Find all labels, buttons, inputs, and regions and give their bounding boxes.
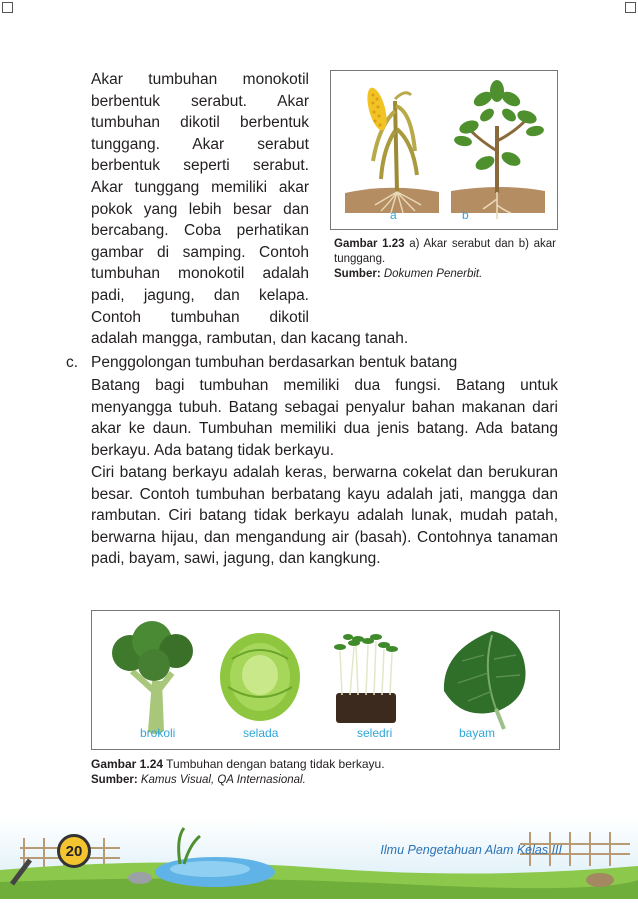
roots-paragraph-line: Akar tunggang memiliki akar bbox=[91, 178, 309, 196]
figure-1-23-caption-title: Gambar 1.23 bbox=[334, 238, 405, 250]
figure-1-23-label-a: a bbox=[390, 208, 397, 222]
roots-paragraph-line: padi, jagung, dan kelapa. bbox=[91, 286, 309, 304]
broccoli-icon bbox=[112, 621, 193, 734]
figure-1-23-source-label: Sumber: bbox=[334, 268, 381, 280]
roots-paragraph-line: pokok yang lebih besar dan bbox=[91, 200, 309, 218]
footer-book-title: Ilmu Pengetahuan Alam Kelas III bbox=[380, 843, 562, 857]
figure-1-23-caption bbox=[334, 237, 556, 266]
roots-paragraph-line: Contoh tumbuhan dikotil bbox=[91, 308, 309, 326]
figure-1-24-label-brokoli: brokoli bbox=[140, 726, 176, 740]
figure-1-23-frame bbox=[330, 70, 558, 230]
footer-decoration bbox=[0, 818, 638, 899]
figure-1-24-label-selada: selada bbox=[243, 726, 279, 740]
figure-1-23-source bbox=[334, 267, 556, 282]
roots-paragraph-line: berbentuk seperti serabut. bbox=[91, 157, 309, 175]
roots-paragraph bbox=[91, 69, 309, 328]
section-c-marker: c. bbox=[66, 354, 79, 371]
roots-paragraph-line: gambar di samping. Contoh bbox=[91, 243, 309, 261]
roots-paragraph-line: Akar tumbuhan monokotil bbox=[91, 71, 309, 88]
figure-1-24-label-seledri: seledri bbox=[357, 726, 393, 740]
crop-mark-top-left bbox=[2, 2, 13, 13]
figure-1-24-source-label: Sumber: bbox=[91, 774, 138, 786]
section-c-paragraph-2: Ciri batang berkayu adalah keras, berwarna cokelat dan berukuran besar. Contoh tumbuhan berbatang kayu adalah jati, mangga dan rambutan. Ciri batang tidak berkayu adalah lunak, mudah patah, berwarna hijau, dan mengandung air (basah). Contohnya tanaman padi, bayam, sawi, jagung, dan kangkung. bbox=[91, 464, 558, 568]
figure-1-24-source bbox=[91, 773, 558, 788]
lettuce-icon bbox=[220, 633, 300, 721]
roots-illustration bbox=[331, 71, 557, 229]
figure-1-24-caption-title: Gambar 1.24 bbox=[91, 757, 164, 771]
roots-paragraph-line: tumbuhan dikotil berbentuk bbox=[91, 114, 309, 132]
roots-paragraph-line: tumbuhan monokotil adalah bbox=[91, 265, 309, 283]
roots-paragraph-line: berbentuk serabut. Akar bbox=[91, 92, 309, 110]
figure-1-23-caption-text: a) Akar serabut dan b) akar tunggang. bbox=[334, 238, 556, 265]
roots-paragraph-last-line: adalah mangga, rambutan, dan kacang tanah. bbox=[91, 330, 409, 347]
roots-paragraph-line: bercabang. Coba perhatikan bbox=[91, 222, 309, 240]
page-number-badge bbox=[57, 834, 91, 868]
figure-1-23-source-text: Dokumen Penerbit. bbox=[383, 268, 483, 280]
celery-sprouts-icon bbox=[334, 634, 398, 723]
roots-paragraph-line: tunggang. Akar serabut bbox=[91, 135, 309, 153]
figure-1-24-label-bayam: bayam bbox=[459, 726, 496, 740]
crop-mark-top-right bbox=[625, 2, 636, 13]
page-number: 20 bbox=[65, 842, 83, 860]
section-c-heading: Penggolongan tumbuhan berdasarkan bentuk batang bbox=[91, 354, 458, 371]
spinach-icon bbox=[444, 631, 526, 729]
figure-1-24-source-text: Kamus Visual, QA Internasional. bbox=[140, 774, 306, 786]
figure-1-24-caption bbox=[91, 757, 558, 772]
figure-1-24-caption-text: Tumbuhan dengan batang tidak berkayu. bbox=[166, 757, 385, 771]
section-c-paragraph-1: Batang bagi tumbuhan memiliki dua fungsi. Batang untuk menyangga tubuh. Batang sebagai penyalur bahan makanan dari akar ke daun. Tumbuhan memiliki dua jenis batang. Ada batang berkayu. Ada batang tidak berkayu. bbox=[91, 377, 558, 459]
figure-1-23-label-b: b bbox=[462, 208, 469, 222]
